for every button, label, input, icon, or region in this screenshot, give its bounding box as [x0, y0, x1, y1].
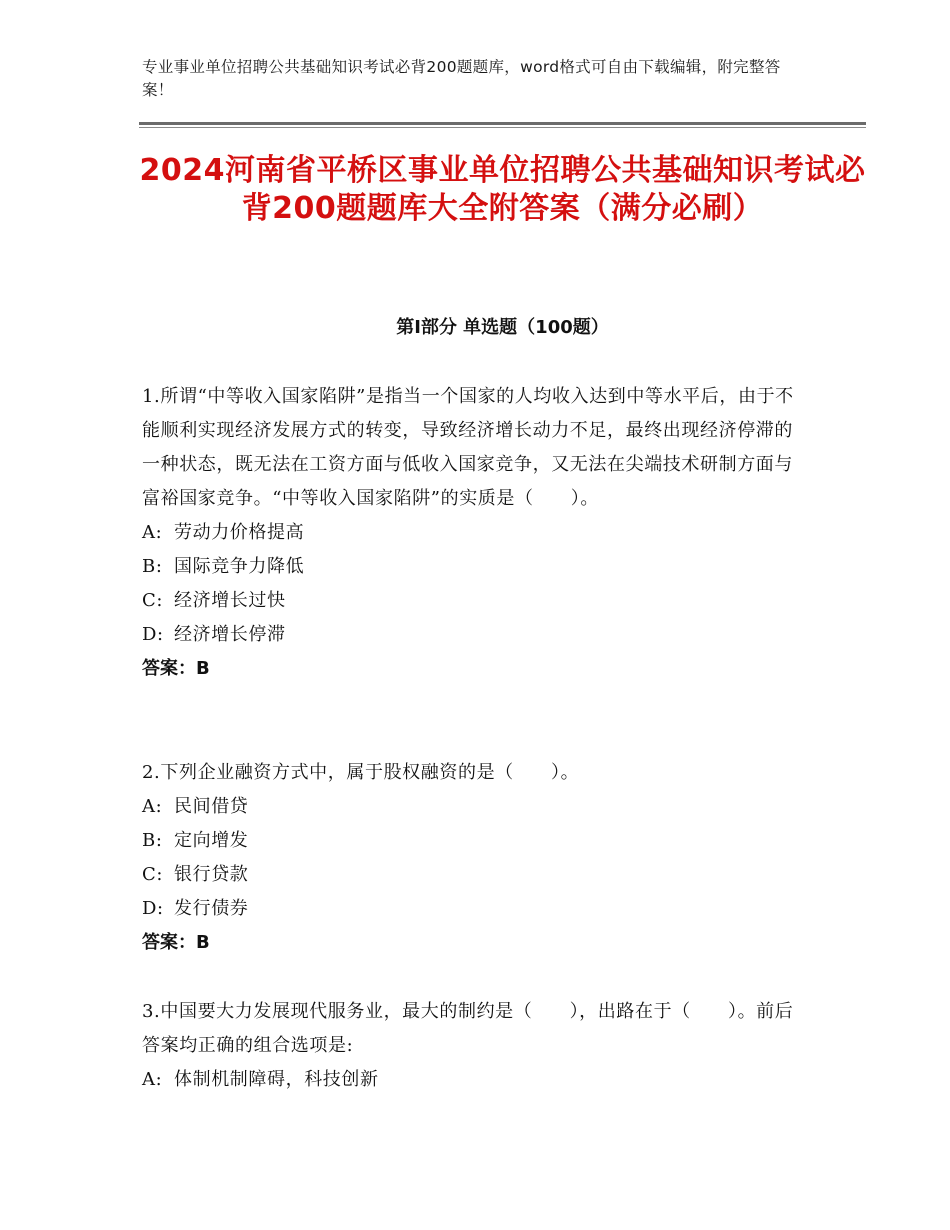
option-text: 国际竞争力降低	[174, 556, 305, 577]
header-rule-thin	[139, 127, 866, 128]
option-text: 定向增发	[174, 830, 249, 851]
option-letter: A:	[142, 796, 163, 817]
section-title: 第Ⅰ部分 单选题（100题）	[396, 317, 609, 338]
option-b	[142, 824, 802, 858]
option-d	[142, 618, 802, 652]
option-letter: D:	[142, 624, 164, 645]
option-letter: B:	[142, 556, 163, 577]
option-b	[142, 550, 802, 584]
option-letter: A:	[142, 522, 163, 543]
option-c	[142, 858, 802, 892]
option-a	[142, 1063, 802, 1097]
question-text: 1.所谓“中等收入国家陷阱”是指当一个国家的人均收入达到中等水平后，由于不能顺利实现经济发展方式的转变，导致经济增长动力不足，最终出现经济停滞的一种状态，既无法在工资方面与低收入国家竞争，又无法在尖端技术研制方面与富裕国家竞争。“中等收入国家陷阱”的实质是（ ）。	[142, 386, 794, 509]
option-text: 发行债券	[174, 898, 249, 919]
header-note: 专业事业单位招聘公共基础知识考试必背200题题库，word格式可自由下载编辑，附完整答案！	[142, 58, 781, 99]
answer-line	[142, 926, 802, 960]
option-letter: B:	[142, 830, 163, 851]
option-text: 银行贷款	[174, 864, 249, 885]
option-text: 经济增长停滞	[174, 624, 286, 645]
option-text: 体制机制障碍，科技创新	[174, 1069, 379, 1090]
question-3	[142, 995, 802, 1097]
answer-value: B	[196, 658, 210, 679]
header-rule-thick	[139, 122, 866, 125]
option-text: 劳动力价格提高	[174, 522, 305, 543]
option-c	[142, 584, 802, 618]
answer-value: B	[196, 932, 210, 953]
option-d	[142, 892, 802, 926]
answer-line	[142, 652, 802, 686]
option-letter: C:	[142, 590, 164, 611]
document-title: 2024河南省平桥区事业单位招聘公共基础知识考试必背200题题库大全附答案（满分必刷）	[139, 153, 866, 226]
answer-label: 答案：	[142, 658, 196, 679]
option-letter: D:	[142, 898, 164, 919]
question-text: 3.中国要大力发展现代服务业，最大的制约是（ ），出路在于（ ）。前后答案均正确的组合选项是:	[142, 1001, 794, 1056]
option-text: 民间借贷	[174, 796, 249, 817]
question-text: 2.下列企业融资方式中，属于股权融资的是（ ）。	[142, 762, 580, 783]
question-2	[142, 756, 802, 960]
answer-label: 答案：	[142, 932, 196, 953]
question-1	[142, 380, 802, 686]
option-a	[142, 516, 802, 550]
option-a	[142, 790, 802, 824]
option-letter: A:	[142, 1069, 163, 1090]
option-text: 经济增长过快	[174, 590, 286, 611]
option-letter: C:	[142, 864, 164, 885]
